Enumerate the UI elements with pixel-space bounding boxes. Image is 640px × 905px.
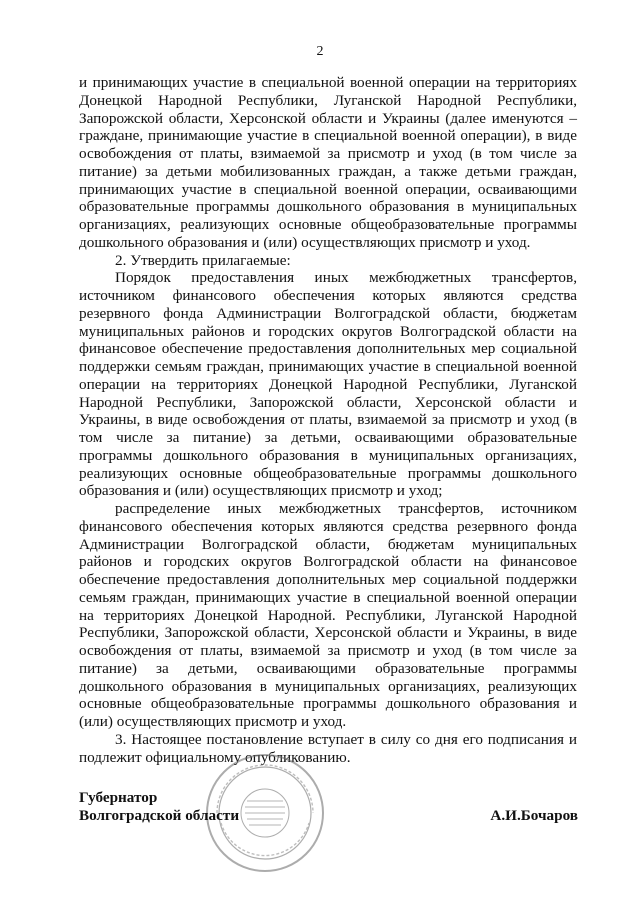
signature-name: А.И.Бочаров [490, 807, 578, 824]
paragraph-procedure: Порядок предоставления иных межбюджетных трансфертов, источником финансового обеспечения которых являются средства резервного фонда Администрации Волгоградской области, бюджетам муниципальных районов и городских округов Волгоградской области на финансовое обеспечение предоставления дополнительных мер социальной поддержки семьям граждан, принимающих участие в специальной военной операции на территориях Донецкой Народной Республики, Луганской Народной Республики, Запорожской области, Херсонской области и Украины, в виде освобождения от платы, взимаемой за присмотр и уход (в том числе за питание) за детьми, осваивающими образовательные программы дошкольного образования в муниципальных организациях, реализующих основные общеобразовательные программы дошкольного образования и (или) осуществляющих присмотр и уход; [79, 269, 577, 500]
signature-title-line2: Волгоградской области [79, 807, 240, 824]
signature-title-line1: Губернатор [79, 789, 158, 806]
signature-title [79, 789, 239, 825]
page-number: 2 [316, 44, 324, 59]
paragraph-item-2: 2. Утвердить прилагаемые: [115, 251, 291, 269]
paragraph-intro-continuation: и принимающих участие в специальной военной операции на территориях Донецкой Народной Республики, Луганской Народной Республики, Запорожской области, Херсонской области и Украины (далее именуются – граждане, принимающие участие в специальной военной операции), в виде освобождения от платы, взимаемой за присмотр и уход (в том числе за питание) за детьми мобилизованных граждан, а также детьми граждан, принимающих участие в специальной военной операции, осваивающими образовательные программы дошкольного образования в муниципальных организациях, реализующих основные общеобразовательные программы дошкольного образования и (или) осуществляющих присмотр и уход. [79, 74, 577, 251]
paragraph-distribution: распределение иных межбюджетных трансфертов, источником финансового обеспечения которых являются средства резервного фонда Администрации Волгоградской области, бюджетам муниципальных районов и городских округов Волгоградской области на финансовое обеспечение предоставления дополнительных мер социальной поддержки семьям граждан, принимающих участие в специальной военной операции на территориях Донецкой Народной. Республики, Луганской Народной Республики, Запорожской области, Херсонской области и Украины, в виде освобождения от платы, взимаемой за присмотр и уход (в том числе за питание) за детьми, осваивающими образовательные программы дошкольного образования в муниципальных организациях, реализующих основные общеобразовательные программы дошкольного образования и (или) осуществляющих присмотр и уход. [79, 500, 577, 730]
paragraph-item-3: 3. Настоящее постановление вступает в силу со дня его подписания и подлежит официальному опубликованию. [79, 730, 577, 766]
document-body [79, 74, 577, 766]
